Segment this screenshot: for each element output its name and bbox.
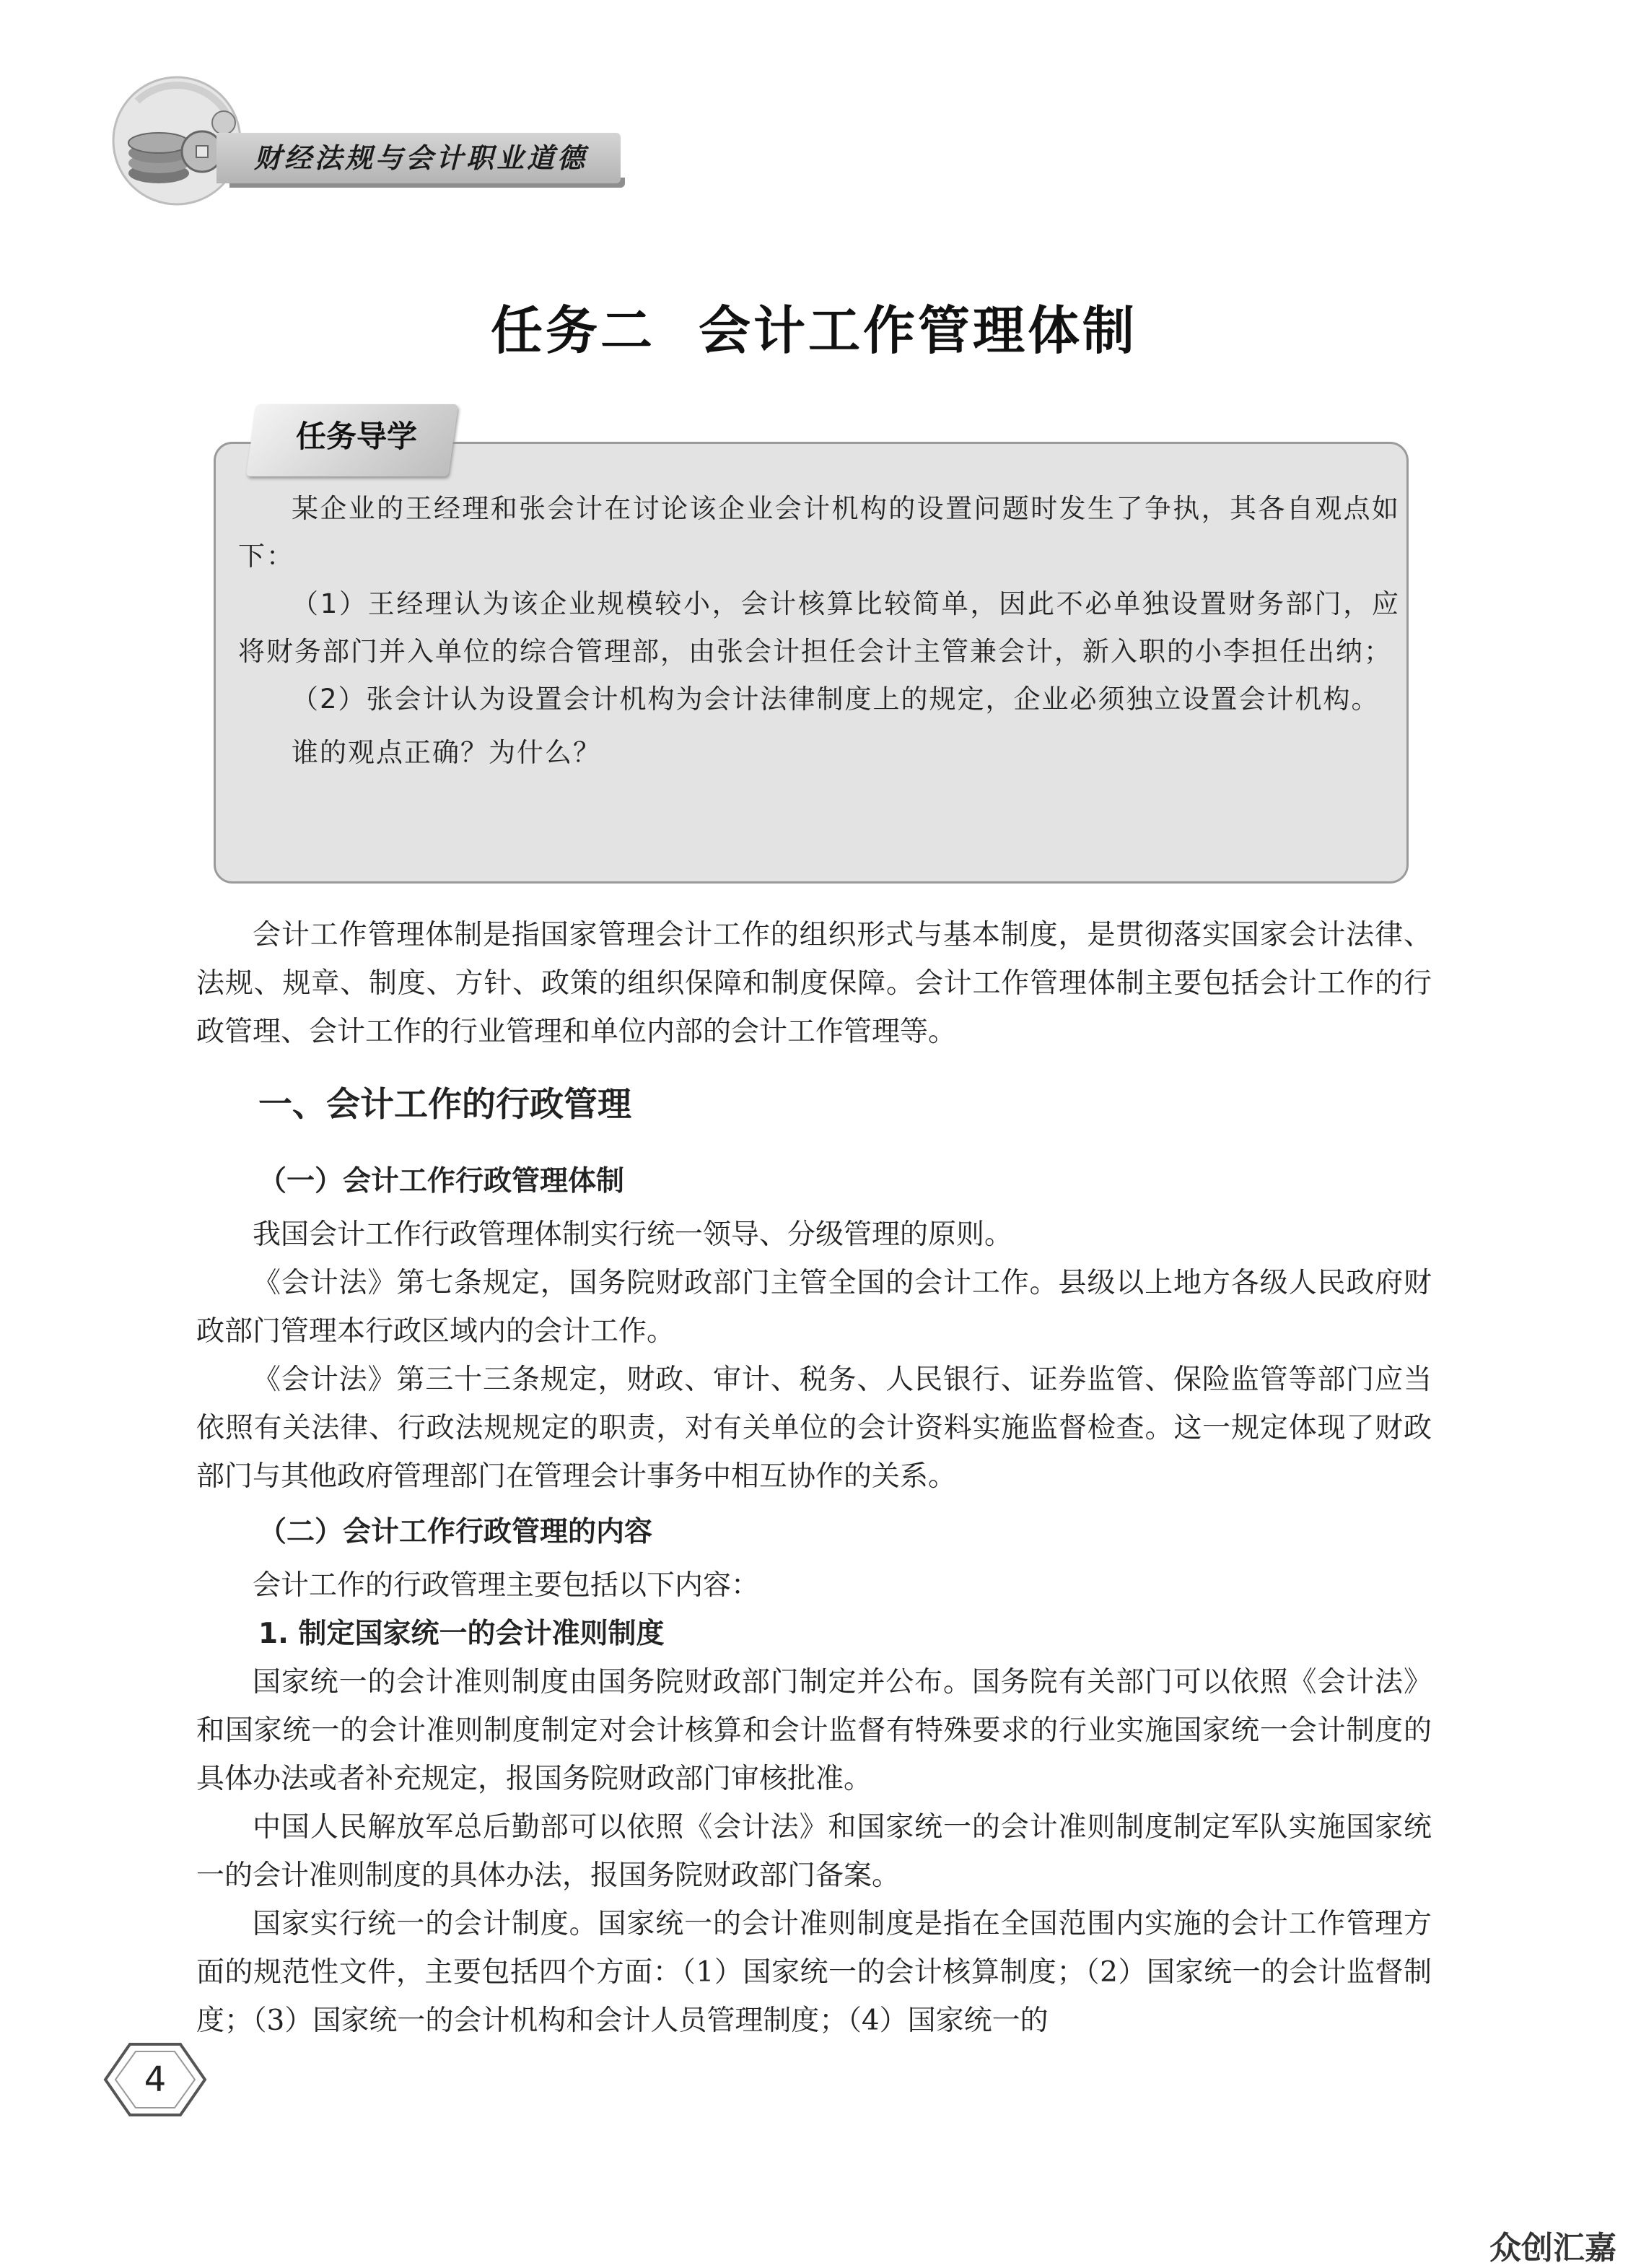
case-paragraph: （1）王经理认为该企业规模较小，会计核算比较简单，因此不必单独设置财务部门，应将财务部门并入单位的综合管理部，由张会计担任会计主管兼会计，新入职的小李担任出纳；	[238, 588, 1400, 667]
intro-paragraph: 会计工作管理体制是指国家管理会计工作的组织形式与基本制度，是贯彻落实国家会计法律、法规、规章、制度、方针、政策的组织保障和制度保障。会计工作管理体制主要包括会计工作的行政管理、会计工作的行业管理和单位内部的会计工作管理等。	[196, 919, 1432, 1048]
body-paragraph: 我国会计工作行政管理体制实行统一领导、分级管理的原则。	[253, 1218, 1013, 1251]
watermark: 众创汇嘉	[1489, 2230, 1616, 2267]
body-text	[196, 911, 1432, 2045]
item-heading: 1. 制定国家统一的会计准则制度	[258, 1618, 665, 1650]
body-paragraph: 国家实行统一的会计制度。国家统一的会计准则制度是指在全国范围内实施的会计工作管理方面的规范性文件，主要包括四个方面：（1）国家统一的会计核算制度；（2）国家统一的会计监督制度；（3）国家统一的会计机构和会计人员管理制度；（4）国家统一的	[196, 1908, 1432, 2037]
subheading-2: （二）会计工作行政管理的内容	[258, 1516, 653, 1548]
subheading-1: （一）会计工作行政管理体制	[258, 1165, 625, 1198]
case-paragraph: 某企业的王经理和张会计在讨论该企业会计机构的设置问题时发生了争执，其各自观点如下：	[238, 493, 1400, 572]
page-number: 4	[144, 2059, 167, 2100]
body-paragraph: 中国人民解放军总后勤部可以依照《会计法》和国家统一的会计准则制度制定军队实施国家统一的会计准则制度的具体办法，报国务院财政部门备案。	[196, 1811, 1432, 1892]
section-heading: 会计工作管理体制	[699, 300, 1138, 361]
case-text	[238, 485, 1400, 777]
task-label: 任务二	[490, 300, 655, 361]
heading-level-1: 一、会计工作的行政管理	[258, 1085, 631, 1125]
section-title	[0, 289, 1628, 364]
case-paragraph: （2）张会计认为设置会计机构为会计法律制度上的规定，企业必须独立设置会计机构。	[292, 684, 1380, 715]
body-paragraph: 国家统一的会计准则制度由国务院财政部门制定并公布。国务院有关部门可以依照《会计法》和国家统一的会计准则制度制定对会计核算和会计监督有特殊要求的行业实施国家统一会计制度的具体办法或者补充规定，报国务院财政部门审核批准。	[196, 1666, 1432, 1795]
body-paragraph: 《会计法》第三十三条规定，财政、审计、税务、人民银行、证券监管、保险监管等部门应当依照有关法律、行政法规规定的职责，对有关单位的会计资料实施监督检查。这一规定体现了财政部门与其他政府管理部门在管理会计事务中相互协作的关系。	[196, 1364, 1432, 1493]
case-question: 谁的观点正确？为什么？	[292, 737, 601, 768]
body-paragraph: 《会计法》第七条规定，国务院财政部门主管全国的会计工作。县级以上地方各级人民政府财政部门管理本行政区域内的会计工作。	[196, 1267, 1432, 1348]
book-title: 财经法规与会计职业道德	[254, 142, 588, 174]
case-tab-title: 任务导学	[296, 419, 418, 454]
body-paragraph: 会计工作的行政管理主要包括以下内容：	[253, 1569, 760, 1602]
